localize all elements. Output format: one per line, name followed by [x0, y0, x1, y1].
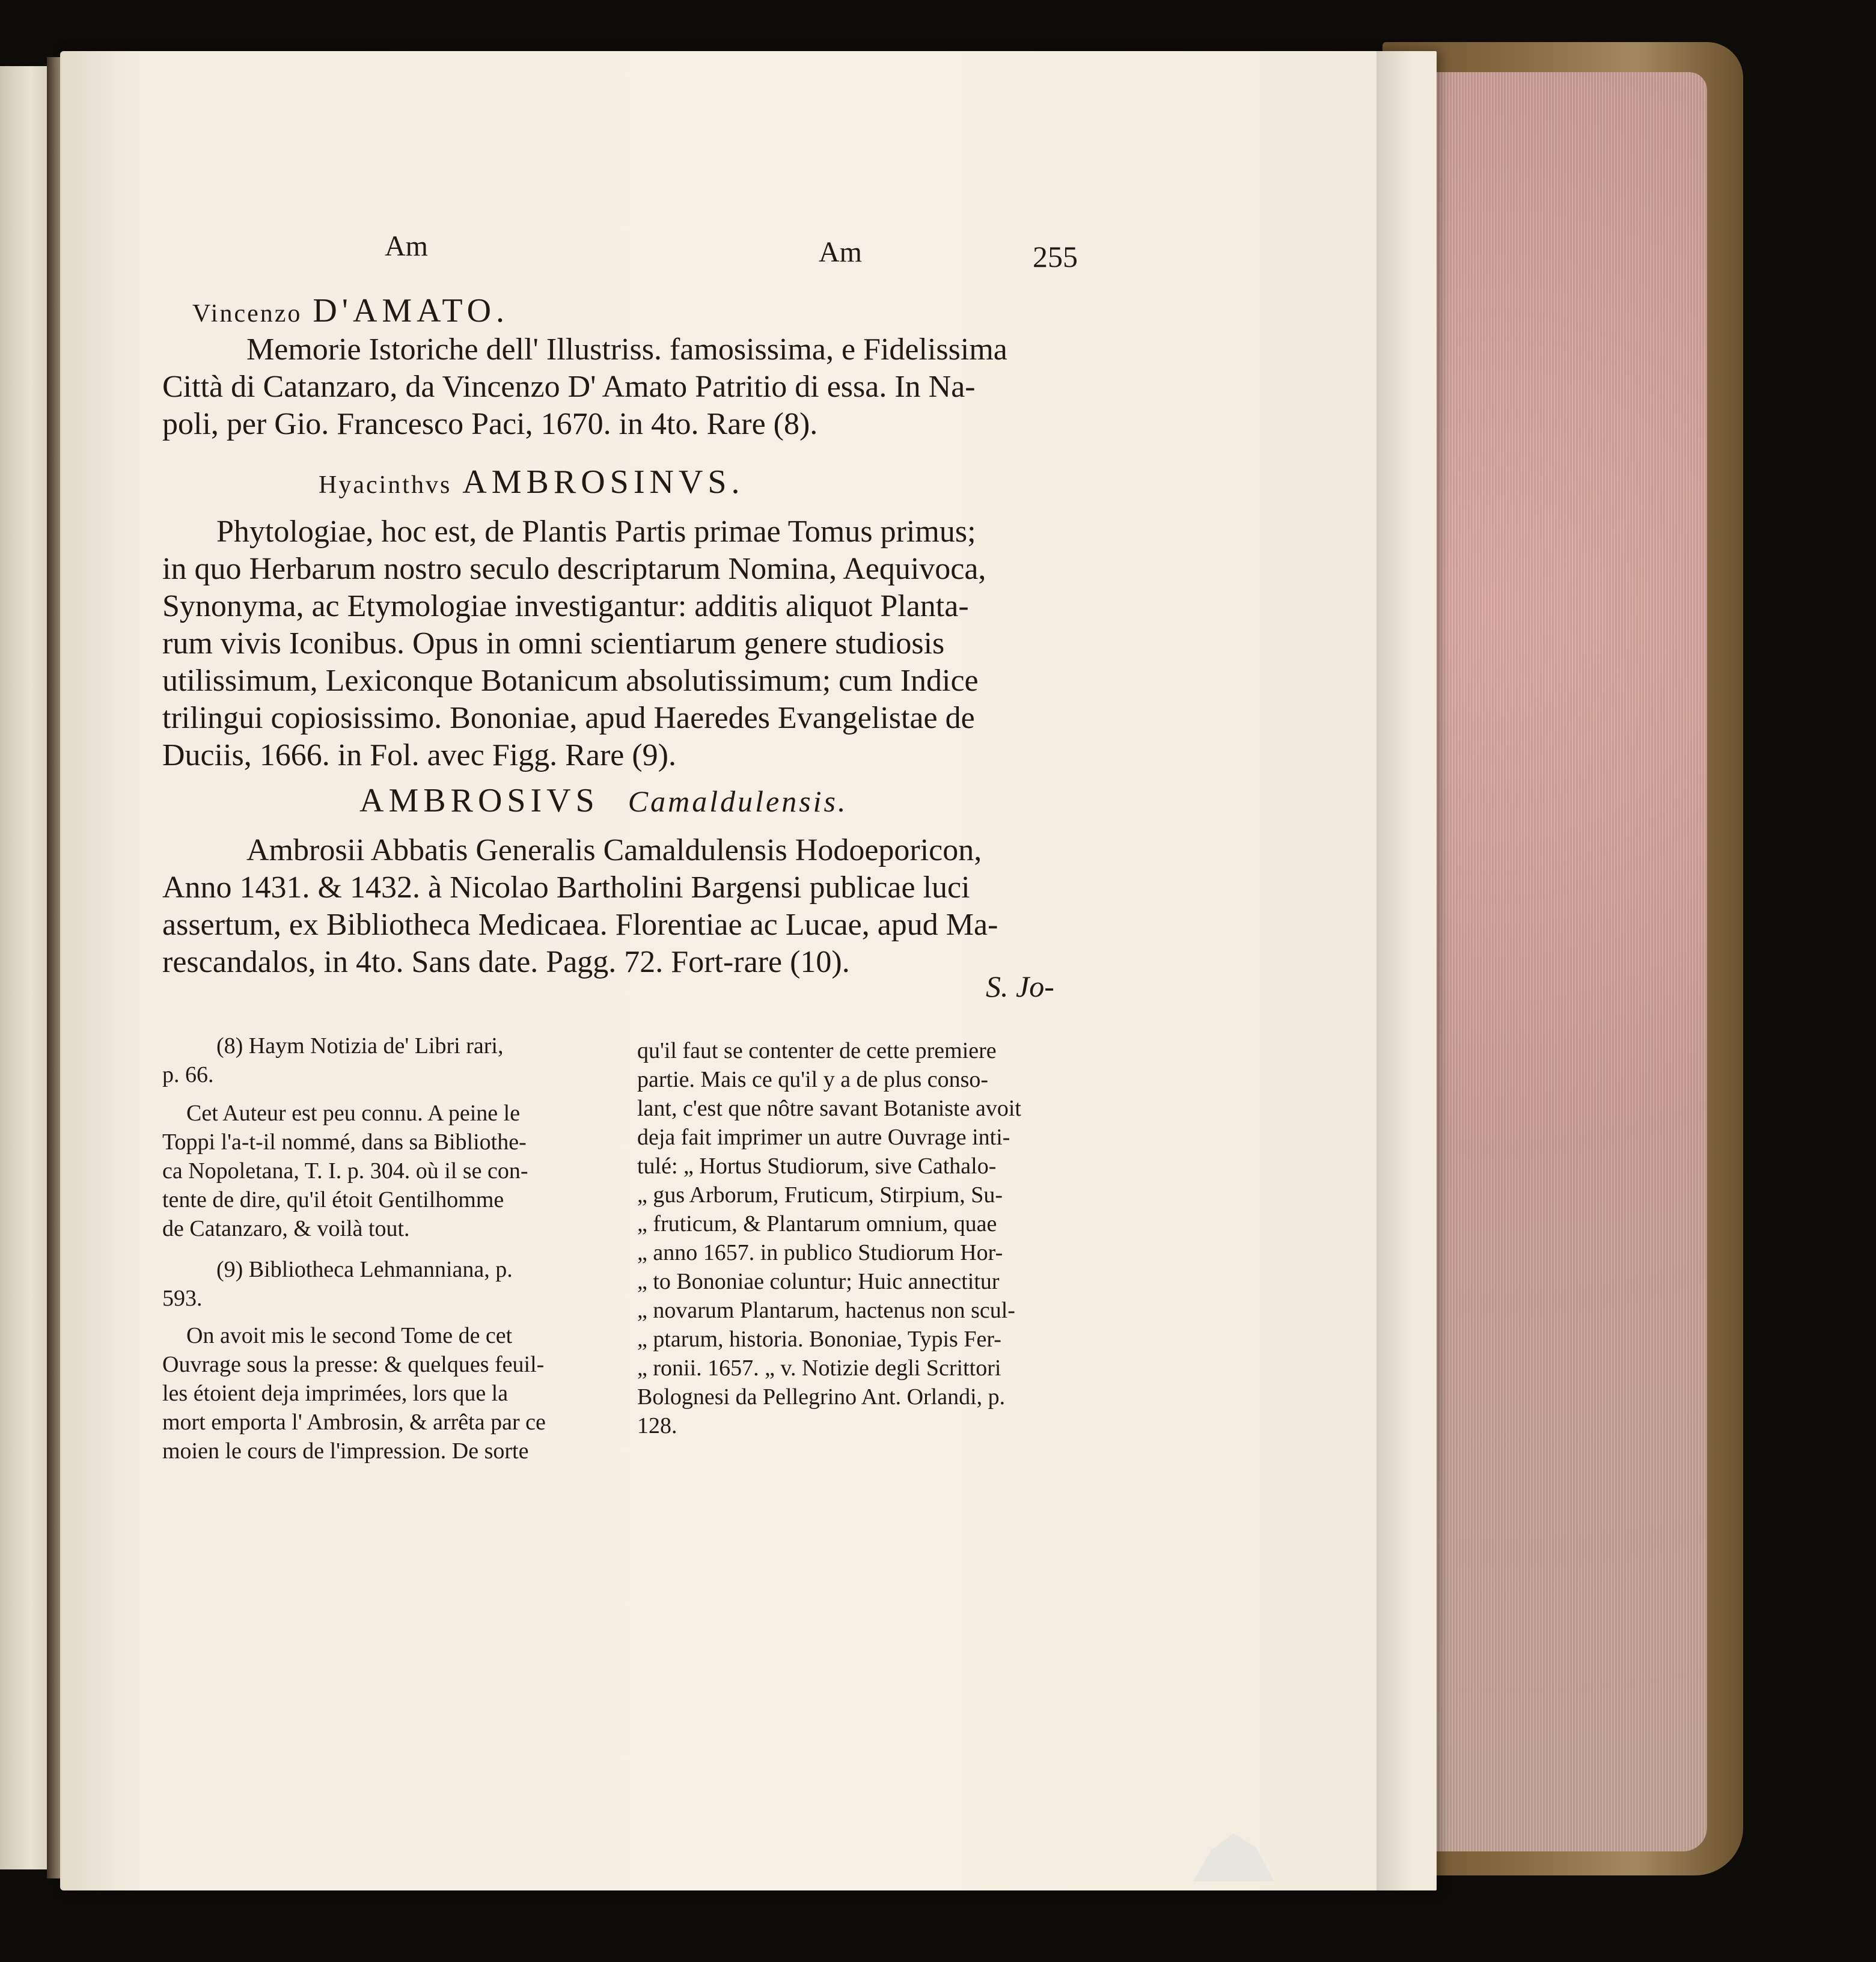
footnote-line: mort emporta l' Ambrosin, & arrêta par ce: [162, 1410, 546, 1435]
entry-line: utilissimum, Lexiconque Botanicum absolutissimum; cum Indice: [162, 664, 979, 698]
running-head-center: Am: [819, 236, 862, 268]
page-edges: [1407, 72, 1707, 1851]
entry-line: poli, per Gio. Francesco Paci, 1670. in 4to. Rare (8).: [162, 407, 818, 441]
author-name: AMBROSIVS: [359, 782, 599, 819]
footnote-line: qu'il faut se contenter de cette premiere: [637, 1038, 997, 1063]
footnote-line: „ gus Arborum, Fruticum, Stirpium, Su-: [637, 1182, 1003, 1208]
page-number: 255: [1033, 240, 1078, 274]
author-forename: Vincenzo: [192, 300, 302, 328]
footnote-line: „ anno 1657. in publico Studiorum Hor-: [637, 1240, 1003, 1265]
entry-line: Duciis, 1666. in Fol. avec Figg. Rare (9).: [162, 738, 676, 772]
footnote-line: tulé: „ Hortus Studiorum, sive Cathalo-: [637, 1154, 997, 1179]
footnote-line: lant, c'est que nôtre savant Botaniste avoit: [637, 1096, 1021, 1121]
footnote-line: „ to Bononiae coluntur; Huic annectitur: [637, 1269, 1000, 1294]
footnote-line: 593.: [162, 1286, 203, 1311]
running-head-left: Am: [385, 230, 428, 262]
footnote-line: 128.: [637, 1413, 677, 1438]
entry-line: in quo Herbarum nostro seculo descriptarum Nomina, Aequivoca,: [162, 552, 986, 586]
footnote-line: „ ptarum, historia. Bononiae, Typis Fer-: [637, 1327, 1001, 1352]
entry-line: rescandalos, in 4to. Sans date. Pagg. 72. Fort-rare (10).: [162, 945, 850, 979]
entry-line: Synonyma, ac Etymologiae investigantur: additis aliquot Planta-: [162, 589, 969, 623]
footnote-line: tente de dire, qu'il étoit Gentilhomme: [162, 1187, 504, 1212]
footnote-line: Toppi l'a-t-il nommé, dans sa Bibliothe-: [162, 1129, 527, 1155]
entry-heading: [359, 781, 848, 820]
entry-line: Città di Catanzaro, da Vincenzo D' Amato Patritio di essa. In Na-: [162, 370, 976, 404]
entry-heading: [192, 292, 509, 330]
catchword: S. Jo-: [986, 970, 1054, 1003]
footnote-line: „ fruticum, & Plantarum omnium, quae: [637, 1211, 997, 1236]
entry-heading: [319, 463, 745, 501]
footnote-line: Bolognesi da Pellegrino Ant. Orlandi, p.: [637, 1384, 1006, 1410]
entry-line: trilingui copiosissimo. Bononiae, apud Haeredes Evangelistae de: [162, 701, 975, 735]
footnote-line: partie. Mais ce qu'il y a de plus conso-: [637, 1067, 989, 1092]
entry-line: Ambrosii Abbatis Generalis Camaldulensis Hodoeporicon,: [246, 833, 982, 867]
footnote-line: Cet Auteur est peu connu. A peine le: [186, 1101, 521, 1126]
left-page-edge: [0, 66, 51, 1869]
footnote-line: On avoit mis le second Tome de cet: [186, 1323, 513, 1348]
author-surname: AMBROSINVS.: [462, 463, 745, 501]
entry-line: rum vivis Iconibus. Opus in omni scientiarum genere studiosis: [162, 626, 945, 661]
footnote-line: (9) Bibliotheca Lehmanniana, p.: [216, 1257, 513, 1282]
page-shadow: [1376, 51, 1413, 1890]
footnote-line: „ ronii. 1657. „ v. Notizie degli Scrittori: [637, 1355, 1001, 1381]
author-forename: Hyacinthvs: [319, 471, 452, 499]
entry-line: Anno 1431. & 1432. à Nicolao Bartholini Bargensi publicae luci: [162, 870, 970, 905]
entry-line: Phytologiae, hoc est, de Plantis Partis primae Tomus primus;: [216, 515, 976, 549]
footnote-line: p. 66.: [162, 1062, 214, 1087]
footnote-line: deja fait imprimer un autre Ouvrage inti-: [637, 1125, 1010, 1150]
footnote-line: de Catanzaro, & voilà tout.: [162, 1216, 410, 1241]
footnote-line: ca Nopoletana, T. I. p. 304. où il se con-: [162, 1158, 528, 1184]
entry-line: assertum, ex Bibliotheca Medicaea. Florentiae ac Lucae, apud Ma-: [162, 908, 998, 942]
footnote-line: „ novarum Plantarum, hactenus non scul-: [637, 1298, 1015, 1323]
author-epithet: Camaldulensis.: [628, 784, 848, 818]
footnote-line: moien le cours de l'impression. De sorte: [162, 1438, 529, 1464]
author-surname: D'AMATO.: [313, 292, 510, 329]
footnote-line: les étoient deja imprimées, lors que la: [162, 1381, 509, 1406]
entry-line: Memorie Istoriche dell' Illustriss. famosissima, e Fidelissima: [246, 332, 1007, 367]
footnote-line: (8) Haym Notizia de' Libri rari,: [216, 1033, 504, 1059]
footnote-line: Ouvrage sous la presse: & quelques feuil-: [162, 1352, 545, 1377]
